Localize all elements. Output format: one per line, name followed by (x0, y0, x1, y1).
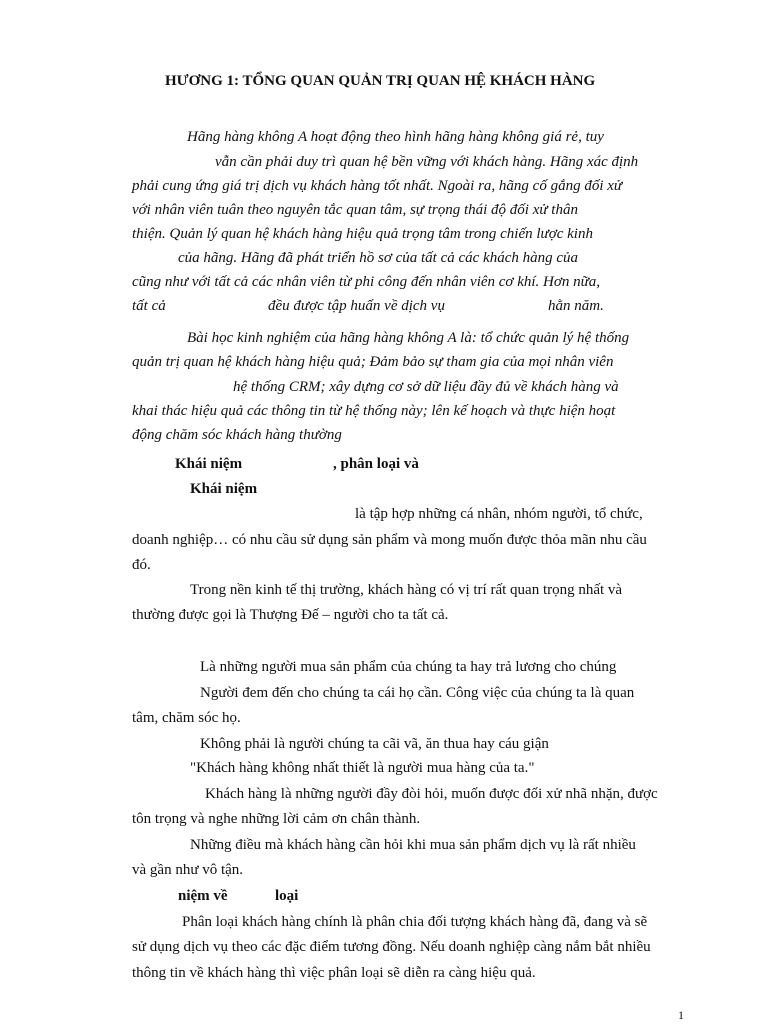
paragraph-line: phải cung ứng giá trị dịch vụ khách hàng tốt nhất. Ngoài ra, hãng cố gắng đối xử (132, 178, 623, 194)
paragraph-line: thường được gọi là Thượng Đế – người cho ta tất cả. (132, 607, 449, 623)
list-item: Khách hàng là những người đầy đòi hỏi, muốn được đối xử nhã nhặn, được (205, 786, 658, 802)
list-item: Không phải là người chúng ta cãi vã, ăn thua hay cáu giận (200, 736, 549, 752)
paragraph-line: với nhân viên tuân theo nguyên tắc quan tâm, sự trọng thái độ đối xử thân (132, 202, 578, 218)
paragraph-line: sử dụng dịch vụ theo các đặc điểm tương đồng. Nếu doanh nghiệp càng nắm bắt nhiều (132, 939, 651, 955)
section-heading: , phân loại và (333, 456, 419, 472)
paragraph-line: đều được tập huấn về dịch vụ (268, 298, 445, 314)
paragraph-line: của hãng. Hãng đã phát triển hồ sơ của tất cả các khách hàng của (178, 250, 579, 266)
paragraph-line: vẫn cần phải duy trì quan hệ bền vững với khách hàng. Hãng xác định (215, 154, 639, 170)
subsection-heading: niệm về (178, 888, 228, 904)
paragraph-line: Trong nền kinh tế thị trường, khách hàng có vị trí rất quan trọng nhất và (190, 582, 623, 598)
paragraph-line: tất cả (132, 298, 166, 314)
section-heading: Khái niệm (175, 456, 243, 472)
subsection-heading: loại (275, 888, 299, 904)
paragraph-line: cũng như với tất cả các nhân viên từ phi công đến nhân viên cơ khí. Hơn nữa, (132, 274, 601, 290)
page-number: 1 (678, 1008, 684, 1022)
list-item: Người đem đến cho chúng ta cái họ cần. Công việc của chúng ta là quan (200, 685, 635, 701)
paragraph-line: là tập hợp những cá nhân, nhóm người, tổ chức, (355, 506, 643, 522)
paragraph-line: Hãng hàng không A hoạt động theo hình hãng hàng không giá rẻ, tuy (187, 129, 604, 145)
paragraph-line: doanh nghiệp… có nhu cầu sử dụng sản phẩm và mong muốn được thỏa mãn nhu cầu (132, 532, 647, 548)
paragraph-line: Bài học kinh nghiệm của hãng hàng không A là: tổ chức quản lý hệ thống (187, 330, 630, 346)
list-item: và gần như vô tận. (132, 862, 244, 878)
paragraph-line: quản trị quan hệ khách hàng hiệu quả; Đảm bảo sự tham gia của mọi nhân viên (132, 354, 614, 370)
list-item: tâm, chăm sóc họ. (132, 710, 241, 726)
list-item: Những điều mà khách hàng cần hỏi khi mua sản phẩm dịch vụ là rất nhiều (190, 837, 636, 853)
list-item: "Khách hàng không nhất thiết là người mua hàng của ta." (190, 760, 535, 776)
paragraph-line: đó. (132, 557, 151, 573)
paragraph-line: Phân loại khách hàng chính là phân chia đối tượng khách hàng đã, đang và sẽ (182, 914, 648, 930)
page-title: HƯƠNG 1: TỔNG QUAN QUẢN TRỊ QUAN HỆ KHÁCH HÀNG (165, 73, 596, 89)
subsection-heading: Khái niệm (190, 481, 258, 497)
paragraph-line: khai thác hiệu quả các thông tin từ hệ thống này; lên kế hoạch và thực hiện hoạt (132, 403, 616, 419)
paragraph-line: động chăm sóc khách hàng thường (132, 427, 342, 443)
paragraph-line: thông tin về khách hàng thì việc phân loại sẽ diễn ra càng hiệu quả. (132, 965, 536, 981)
list-item: Là những người mua sản phẩm của chúng ta hay trả lương cho chúng (200, 659, 617, 675)
paragraph-line: thiện. Quản lý quan hệ khách hàng hiệu quả trọng tâm trong chiến lược kinh (132, 226, 593, 242)
paragraph-line: hệ thống CRM; xây dựng cơ sở dữ liệu đầy đủ về khách hàng và (233, 379, 619, 395)
list-item: tôn trọng và nghe những lời cảm ơn chân thành. (132, 811, 421, 827)
paragraph-line: hằn năm. (548, 298, 604, 314)
